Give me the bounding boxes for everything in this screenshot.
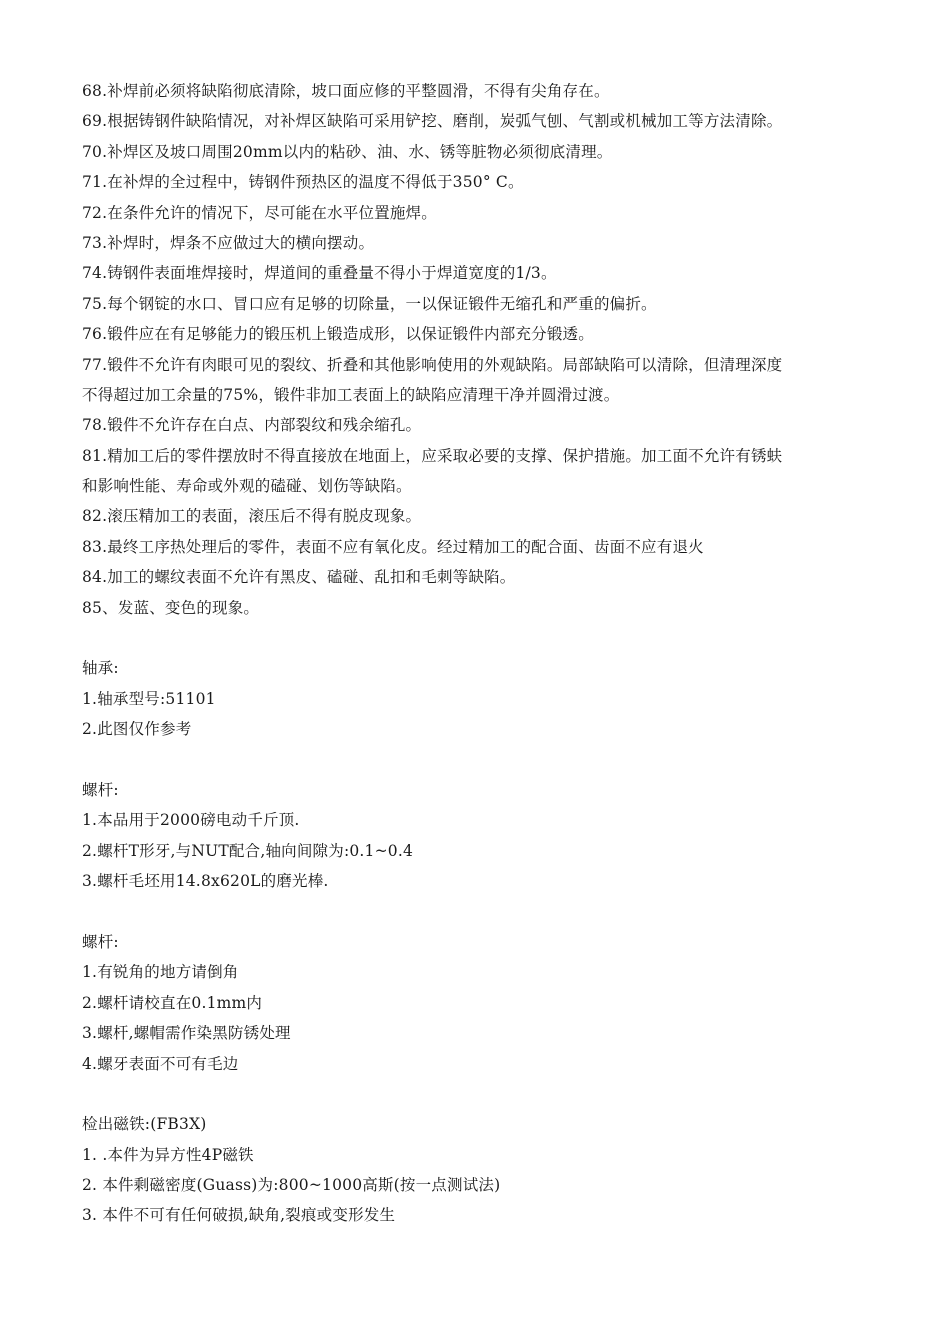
requirement-line: 84.加工的螺纹表面不允许有黑皮、磕碰、乱扣和毛刺等缺陷。 [82, 568, 516, 587]
screw-item: 2.螺杆T形牙,与NUT配合,轴向间隙为:0.1~0.4 [82, 841, 414, 860]
screw-heading: 螺杆: [82, 780, 119, 799]
requirement-line: 77.锻件不允许有肉眼可见的裂纹、折叠和其他影响使用的外观缺陷。局部缺陷可以清除，但清理深度 [82, 355, 783, 374]
technical-requirements-list [82, 76, 882, 623]
requirement-line: 72.在条件允许的情况下，尽可能在水平位置施焊。 [82, 203, 437, 222]
requirement-line: 75.每个钢锭的水口、冒口应有足够的切除量，一以保证锻件无缩孔和严重的偏折。 [82, 294, 657, 313]
document-page [82, 76, 882, 1231]
section-spacer [82, 623, 882, 653]
screw-item: 1.有锐角的地方请倒角 [82, 963, 239, 982]
screw-heading: 螺杆: [82, 932, 119, 951]
requirement-line: 82.滚压精加工的表面，滚压后不得有脱皮现象。 [82, 507, 422, 526]
screw-item: 3.螺杆毛坯用14.8x620L的磨光棒. [82, 872, 329, 891]
screw-item: 1.本品用于2000磅电动千斤顶. [82, 811, 300, 830]
requirement-line: 70.补焊区及坡口周围20mm以内的粘砂、油、水、锈等脏物必须彻底清理。 [82, 142, 613, 161]
magnet-item: 3. 本件不可有任何破损,缺角,裂痕或变形发生 [82, 1206, 396, 1225]
bearing-section [82, 653, 882, 744]
requirement-line: 76.锻件应在有足够能力的锻压机上锻造成形，以保证锻件内部充分锻透。 [82, 325, 594, 344]
magnet-item: 1. .本件为异方性4P磁铁 [82, 1145, 254, 1164]
magnet-heading: 检出磁铁:(FB3X) [82, 1115, 207, 1134]
requirement-line: 和影响性能、寿命或外观的磕碰、划伤等缺陷。 [82, 477, 412, 496]
bearing-item: 2.此图仅作参考 [82, 720, 192, 739]
magnet-item: 2. 本件剩磁密度(Guass)为:800~1000高斯(按一点测试法) [82, 1176, 501, 1195]
section-spacer [82, 1079, 882, 1109]
screw-item: 4.螺牙表面不可有毛边 [82, 1054, 239, 1073]
section-spacer [82, 745, 882, 775]
requirement-line: 78.锻件不允许存在白点、内部裂纹和残余缩孔。 [82, 416, 422, 435]
requirement-line: 71.在补焊的全过程中，铸钢件预热区的温度不得低于350° C。 [82, 173, 524, 192]
section-spacer [82, 897, 882, 927]
requirement-line: 68.补焊前必须将缺陷彻底清除，坡口面应修的平整圆滑，不得有尖角存在。 [82, 82, 610, 100]
bearing-item: 1.轴承型号:51101 [82, 689, 216, 708]
requirement-line: 73.补焊时，焊条不应做过大的横向摆动。 [82, 233, 375, 252]
screw-section-2 [82, 927, 882, 1079]
bearing-heading: 轴承: [82, 659, 119, 678]
screw-item: 2.螺杆请校直在0.1mm内 [82, 993, 263, 1012]
requirement-line: 不得超过加工余量的75%，锻件非加工表面上的缺陷应清理干净并圆滑过渡。 [82, 385, 620, 404]
requirement-line: 83.最终工序热处理后的零件，表面不应有氧化皮。经过精加工的配合面、齿面不应有退火 [82, 537, 704, 556]
requirement-line: 69.根据铸钢件缺陷情况，对补焊区缺陷可采用铲挖、磨削，炭弧气刨、气割或机械加工等方法清除。 [82, 112, 783, 131]
requirement-line: 85、发蓝、变色的现象。 [82, 598, 260, 617]
magnet-section [82, 1109, 882, 1231]
requirement-line: 74.铸钢件表面堆焊接时，焊道间的重叠量不得小于焊道宽度的1/3。 [82, 264, 557, 283]
requirement-line: 81.精加工后的零件摆放时不得直接放在地面上，应采取必要的支撑、保护措施。加工面不允许有锈蚨 [82, 446, 783, 465]
screw-section-1 [82, 775, 882, 897]
screw-item: 3.螺杆,螺帽需作染黑防锈处理 [82, 1024, 291, 1043]
